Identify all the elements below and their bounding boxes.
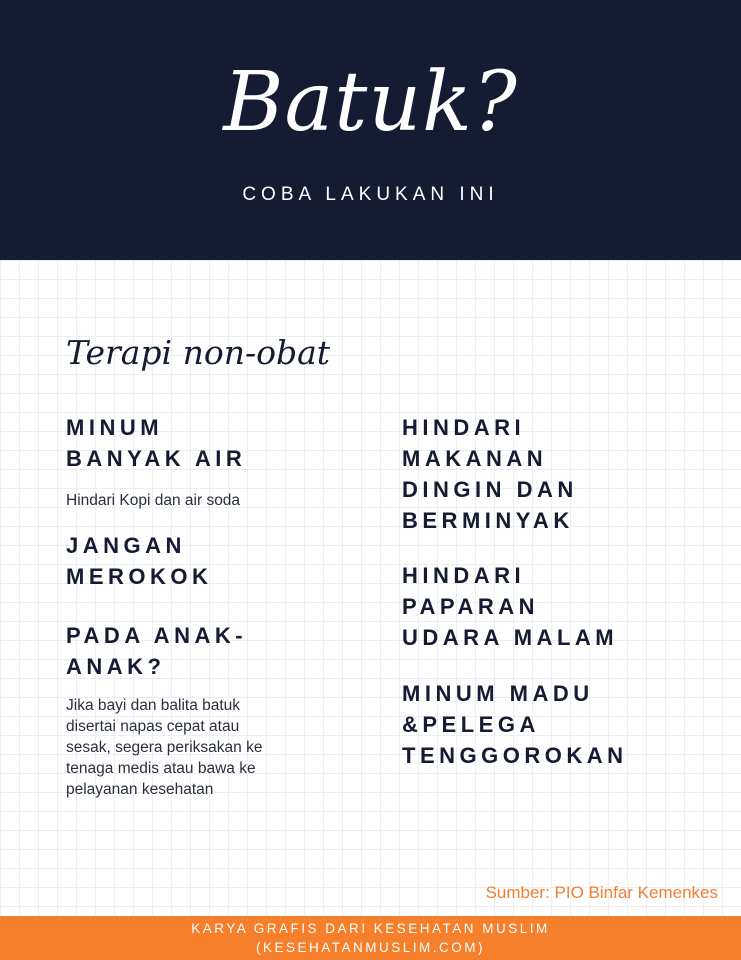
poster-title: Batuk? (223, 55, 518, 150)
tip-avoid-night-air-heading: HINDARI PAPARAN UDARA MALAM (402, 563, 619, 650)
tip-children-note: Jika bayi dan balita batuk disertai napas cepat atau sesak, segera periksakan ke tenaga medis atau bawa ke pelayanan kesehatan (66, 697, 263, 798)
tip-drink-water-heading: MINUM BANYAK AIR (66, 415, 247, 471)
tip-no-smoking-heading: JANGAN MEROKOK (66, 533, 213, 589)
section-title: Terapi non-obat (66, 333, 331, 372)
tip-honey-heading: MINUM MADU &PELEGA TENGGOROKAN (402, 681, 628, 768)
footer-credit-line: KARYA GRAFIS DARI KESEHATAN MUSLIM (191, 921, 550, 936)
source-credit: Sumber: PIO Binfar Kemenkes (485, 883, 718, 902)
tip-drink-water-note: Hindari Kopi dan air soda (66, 492, 241, 509)
header-banner (0, 0, 741, 260)
footer-website-link[interactable]: (KESEHATANMUSLIM.COM) (255, 940, 485, 955)
tip-avoid-cold-food-heading: HINDARI MAKANAN DINGIN DAN BERMINYAK (402, 415, 578, 533)
poster-subtitle: COBA LAKUKAN INI (242, 184, 499, 205)
tip-children-heading: PADA ANAK- ANAK? (66, 623, 248, 679)
footer-banner (0, 916, 741, 960)
